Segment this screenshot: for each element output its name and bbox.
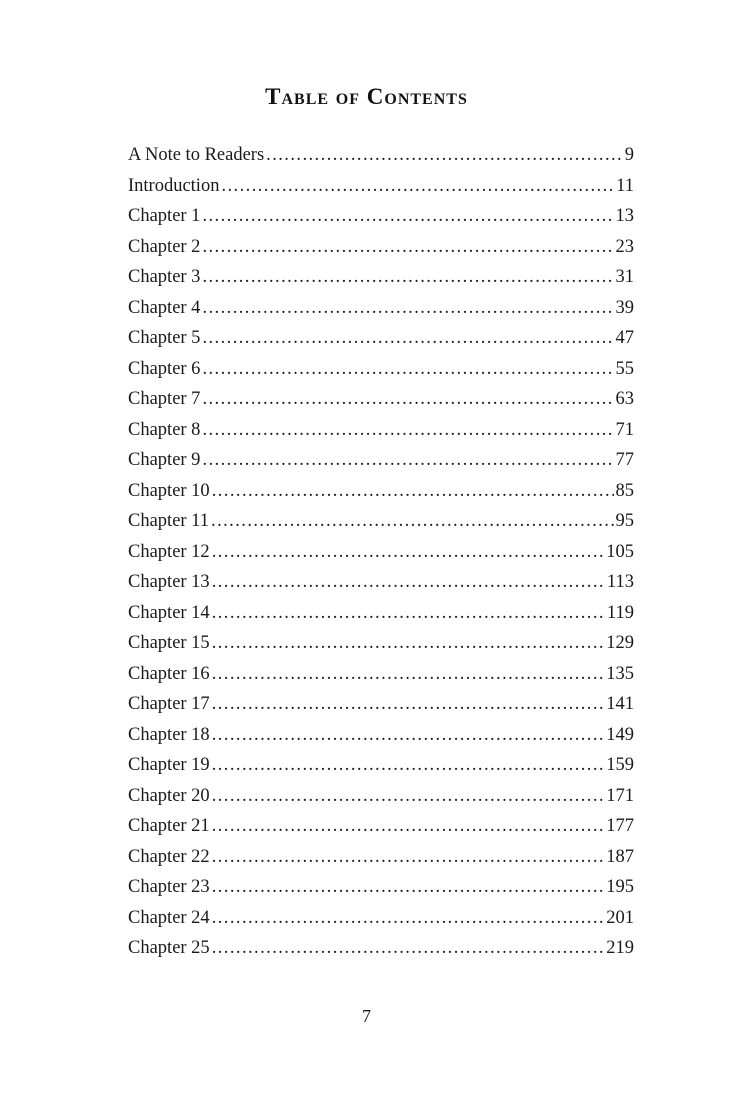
toc-entry-label: Chapter 16 [128,663,210,684]
toc-entry-label: Chapter 22 [128,846,210,867]
toc-entry[interactable] [128,384,634,415]
toc-entry-label: Chapter 24 [128,907,210,928]
toc-entry-page: 95 [615,511,634,531]
dot-leader [202,384,613,415]
toc-entry[interactable] [128,262,634,293]
dot-leader [212,781,605,812]
dot-leader [211,506,613,537]
dot-leader [212,842,605,873]
toc-entry-label: Chapter 10 [128,480,210,501]
toc-entry[interactable] [128,781,634,812]
toc-entry[interactable] [128,811,634,842]
toc-entry-page: 171 [606,785,634,806]
toc-entry-label: Chapter 14 [128,602,210,623]
toc-entry-label: Chapter 9 [128,450,201,470]
dot-leader [212,598,605,629]
toc-entry-page: 23 [615,236,634,257]
toc-entry-page: 55 [615,358,634,379]
toc-entry-page: 13 [615,206,634,226]
toc-entry[interactable] [128,476,634,507]
toc-entry[interactable] [128,689,634,720]
toc-entry-page: 201 [606,907,634,928]
toc-entry-page: 129 [606,633,634,653]
toc-entry-page: 135 [606,663,634,684]
dot-leader [212,628,605,659]
toc-entry-label: Chapter 4 [128,297,201,318]
toc-entry-label: Chapter 23 [128,877,210,897]
toc-entry[interactable] [128,140,634,171]
toc-entry[interactable] [128,201,634,232]
toc-entry[interactable] [128,415,634,446]
toc-entry-page: 77 [615,450,634,470]
toc-entry-label: Chapter 11 [128,511,210,531]
dot-leader [202,354,613,385]
dot-leader [221,171,614,202]
dot-leader [212,872,605,903]
toc-entry[interactable] [128,598,634,629]
toc-entry-label: Chapter 15 [128,633,210,653]
toc-entry-page: 63 [615,389,634,409]
toc-entry-page: 113 [606,572,634,592]
toc-entry-page: 119 [606,602,634,623]
toc-entry-page: 71 [615,419,634,440]
toc-entry[interactable] [128,567,634,598]
toc-entry-page: 85 [615,480,634,501]
toc-entry-page: 141 [606,694,634,714]
dot-leader [202,415,613,446]
toc-entry-page: 187 [606,846,634,867]
toc-entry[interactable] [128,628,634,659]
dot-leader [212,689,605,720]
toc-entry-label: Chapter 5 [128,328,201,348]
toc-entry-page: 11 [616,175,634,196]
toc-entry-label: Chapter 6 [128,358,201,379]
dot-leader [212,750,605,781]
toc-entry-label: Chapter 7 [128,389,201,409]
toc-entry[interactable] [128,537,634,568]
toc-entry-page: 31 [615,267,634,287]
dot-leader [202,201,613,232]
toc-entry-label: Chapter 8 [128,419,201,440]
toc-entry[interactable] [128,903,634,934]
dot-leader [212,567,605,598]
toc-entry-page: 149 [606,724,634,745]
toc-entry-page: 9 [624,145,634,165]
toc-entry-label: Introduction [128,175,220,196]
page-number: 7 [362,1006,371,1026]
toc-entry-label: Chapter 19 [128,755,210,775]
toc-entry[interactable] [128,171,634,202]
toc-entry[interactable] [128,659,634,690]
dot-leader [202,293,613,324]
dot-leader [212,659,605,690]
dot-leader [212,476,614,507]
toc-entry[interactable] [128,323,634,354]
toc-entry-page: 195 [606,877,634,897]
dot-leader [202,445,613,476]
toc-entry-label: Chapter 12 [128,541,210,562]
toc-entry[interactable] [128,293,634,324]
toc-entry[interactable] [128,842,634,873]
toc-entry[interactable] [128,720,634,751]
toc-entry[interactable] [128,354,634,385]
toc-entry[interactable] [128,872,634,903]
toc-entry-label: Chapter 13 [128,572,210,592]
toc-entry-label: A Note to Readers [128,145,265,165]
dot-leader [202,262,613,293]
toc-entry-page: 219 [606,938,634,958]
toc-entry-label: Chapter 18 [128,724,210,745]
dot-leader [266,140,623,171]
page-title: Table of Contents [265,84,468,109]
toc-entry-page: 177 [606,816,634,836]
dot-leader [212,720,605,751]
toc-entry-label: Chapter 20 [128,785,210,806]
dot-leader [202,323,613,354]
dot-leader [212,933,605,964]
toc-entry-label: Chapter 17 [128,694,210,714]
toc-entry-label: Chapter 2 [128,236,201,257]
toc-entry[interactable] [128,933,634,964]
toc-entry-page: 47 [615,328,634,348]
toc-entry-page: 159 [606,755,634,775]
toc-entry-label: Chapter 25 [128,938,210,958]
dot-leader [212,537,605,568]
dot-leader [202,232,613,263]
toc-entry-page: 105 [606,541,634,562]
toc-entry[interactable] [128,506,634,537]
toc-entry-label: Chapter 1 [128,206,201,226]
toc-entry-page: 39 [615,297,634,318]
dot-leader [212,811,605,842]
dot-leader [212,903,605,934]
toc-entry[interactable] [128,445,634,476]
toc-entry-label: Chapter 3 [128,267,201,287]
toc-entry-label: Chapter 21 [128,816,210,836]
toc-entry[interactable] [128,750,634,781]
toc-entry[interactable] [128,232,634,263]
toc-list [128,140,634,964]
